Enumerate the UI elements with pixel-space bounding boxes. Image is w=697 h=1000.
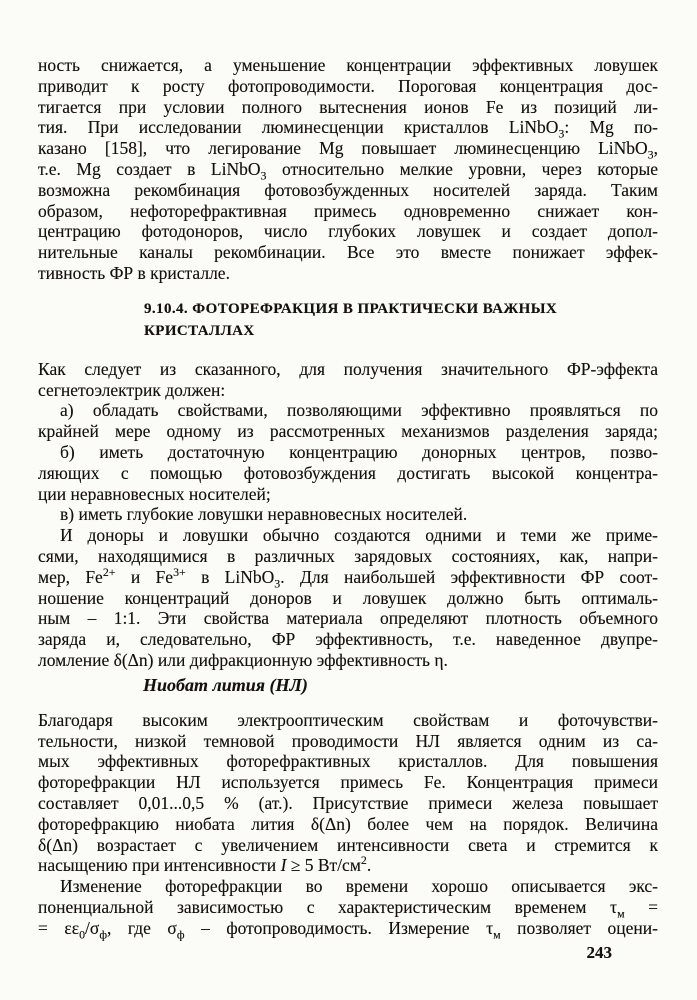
text-line: фоторефракции НЛ используется примесь Fe. Концентрация примеси	[38, 772, 658, 793]
text-line: крайней мере одному из рассмотренных механизмов разделения заряда;	[38, 421, 658, 442]
text-line: тивность ФР в кристалле.	[38, 262, 230, 283]
text-line: б) иметь достаточную концентрацию донорных центров, позво-	[60, 441, 658, 462]
text-line: = $\varepsilon\varepsilon_0/\sigma_ф$, где $\sigma_ф$ – фотопроводимость. Измерение $\tau_м$ позволяет оцени-	[38, 917, 658, 942]
text-line: ным – 1:1. Эти свойства материала определяют плотность объемного	[38, 608, 658, 629]
text-line: ность снижается, а уменьшение концентрации эффективных ловушек	[38, 55, 658, 75]
text-line: фоторефракцию ниобата лития δ(Δn) более чем на порядок. Величина	[38, 813, 658, 834]
text-line: тия. При исследовании люминесценции кристаллов LiNbO$_3$: Mg по-	[38, 117, 659, 141]
text-line: Благодаря высоким электрооптическим свойствам и фоточувстви-	[38, 709, 658, 730]
text-line: ции неравновесных носителей;	[38, 483, 271, 504]
text-line: в) иметь глубокие ловушки неравновесных носителей.	[60, 504, 468, 525]
text-line: заряда и, следовательно, ФР эффективность, т.е. наведенное двупре-	[38, 629, 658, 650]
list-item-b	[38, 442, 658, 504]
paragraph-lithium-niobate-properties	[38, 710, 658, 876]
text-line: возможна рекомбинация фотовозбужденных носителей заряда. Таким	[38, 179, 658, 200]
text-line: Изменение фоторефракции во времени хорошо описывается экс-	[60, 876, 658, 897]
text-line: образом, нефоторефрактивная примесь одновременно снижает кон-	[38, 200, 658, 221]
paragraph-requirements-intro	[38, 359, 658, 401]
text-line: а) обладать свойствами, позволяющими эффективно проявляться по	[60, 400, 658, 421]
text-line: насыщению при интенсивности I ≥ 5 $Вт/см^2$.	[38, 853, 372, 876]
text-line: нительные каналы рекомбинации. Все это вместе понижает эффек-	[38, 242, 658, 263]
text-line: поненциальной зависимостью с характеристическим временем $\tau_м$ =	[38, 896, 659, 921]
subsection-heading-lithium-niobate: Ниобат лития (НЛ)	[143, 674, 308, 695]
paragraph-continued-from-previous-page	[38, 55, 658, 284]
text-line: казано [158], что легирование Mg повышает люминесценцию LiNbO$_3$,	[38, 138, 658, 162]
section-heading	[144, 298, 658, 342]
list-item-c	[38, 504, 658, 525]
text-line: т.е. Mg создает в LiNbO$_3$ относительно мелкие уровни, через которые	[38, 158, 658, 183]
page-number: 243	[586, 943, 612, 962]
text-line: приводит к росту фотопроводимости. Пороговая концентрация дос-	[38, 75, 658, 96]
text-line: ношение концентраций доноров и ловушек должно быть оптималь-	[38, 587, 658, 608]
text-line: Как следует из сказанного, для получения значительного ФР-эффекта	[38, 358, 658, 379]
text-line: составляет 0,01...0,5 % (ат.). Присутствие примеси железа повышает	[38, 792, 658, 813]
text-line: ляющих с помощью фотовозбуждения достигать высокой концентра-	[38, 462, 658, 483]
text-line: мер, $Fe^{2+}$ и $Fe^{3+}$ в LiNbO$_3$. Для наибольшей эффективности ФР соот-	[38, 564, 659, 591]
text-line: И доноры и ловушки обычно создаются одними и теми же приме-	[60, 525, 658, 546]
paragraph-time-dependence	[38, 876, 659, 942]
text-line: сями, находящимися в различных зарядовых состояниях, как, напри-	[38, 545, 658, 566]
paragraph-donors-and-traps	[38, 525, 658, 671]
text-line: мых эффективных фоторефрактивных кристаллов. Для повышения	[38, 751, 658, 772]
section-heading-line1: 9.10.4. ФОТОРЕФРАКЦИЯ В ПРАКТИЧЕСКИ ВАЖНЫХ	[144, 300, 558, 317]
page-content	[38, 55, 659, 942]
text-line: δ(Δn) возрастает с увеличением интенсивности света и стремится к	[38, 834, 658, 855]
text-line: тигается при условии полного вытеснения ионов Fe из позиций ли-	[38, 96, 658, 117]
text-line: тельности, низкой темновой проводимости НЛ является одним из са-	[38, 730, 658, 751]
list-item-a	[38, 400, 658, 442]
text-line: центрацию фотодоноров, число глубоких ловушек и создает допол-	[38, 221, 658, 242]
text-line: ломление δ(Δn) или дифракционную эффективность η.	[38, 649, 448, 670]
text-line: сегнетоэлектрик должен:	[38, 379, 226, 400]
section-heading-line2: КРИСТАЛЛАХ	[144, 322, 255, 339]
